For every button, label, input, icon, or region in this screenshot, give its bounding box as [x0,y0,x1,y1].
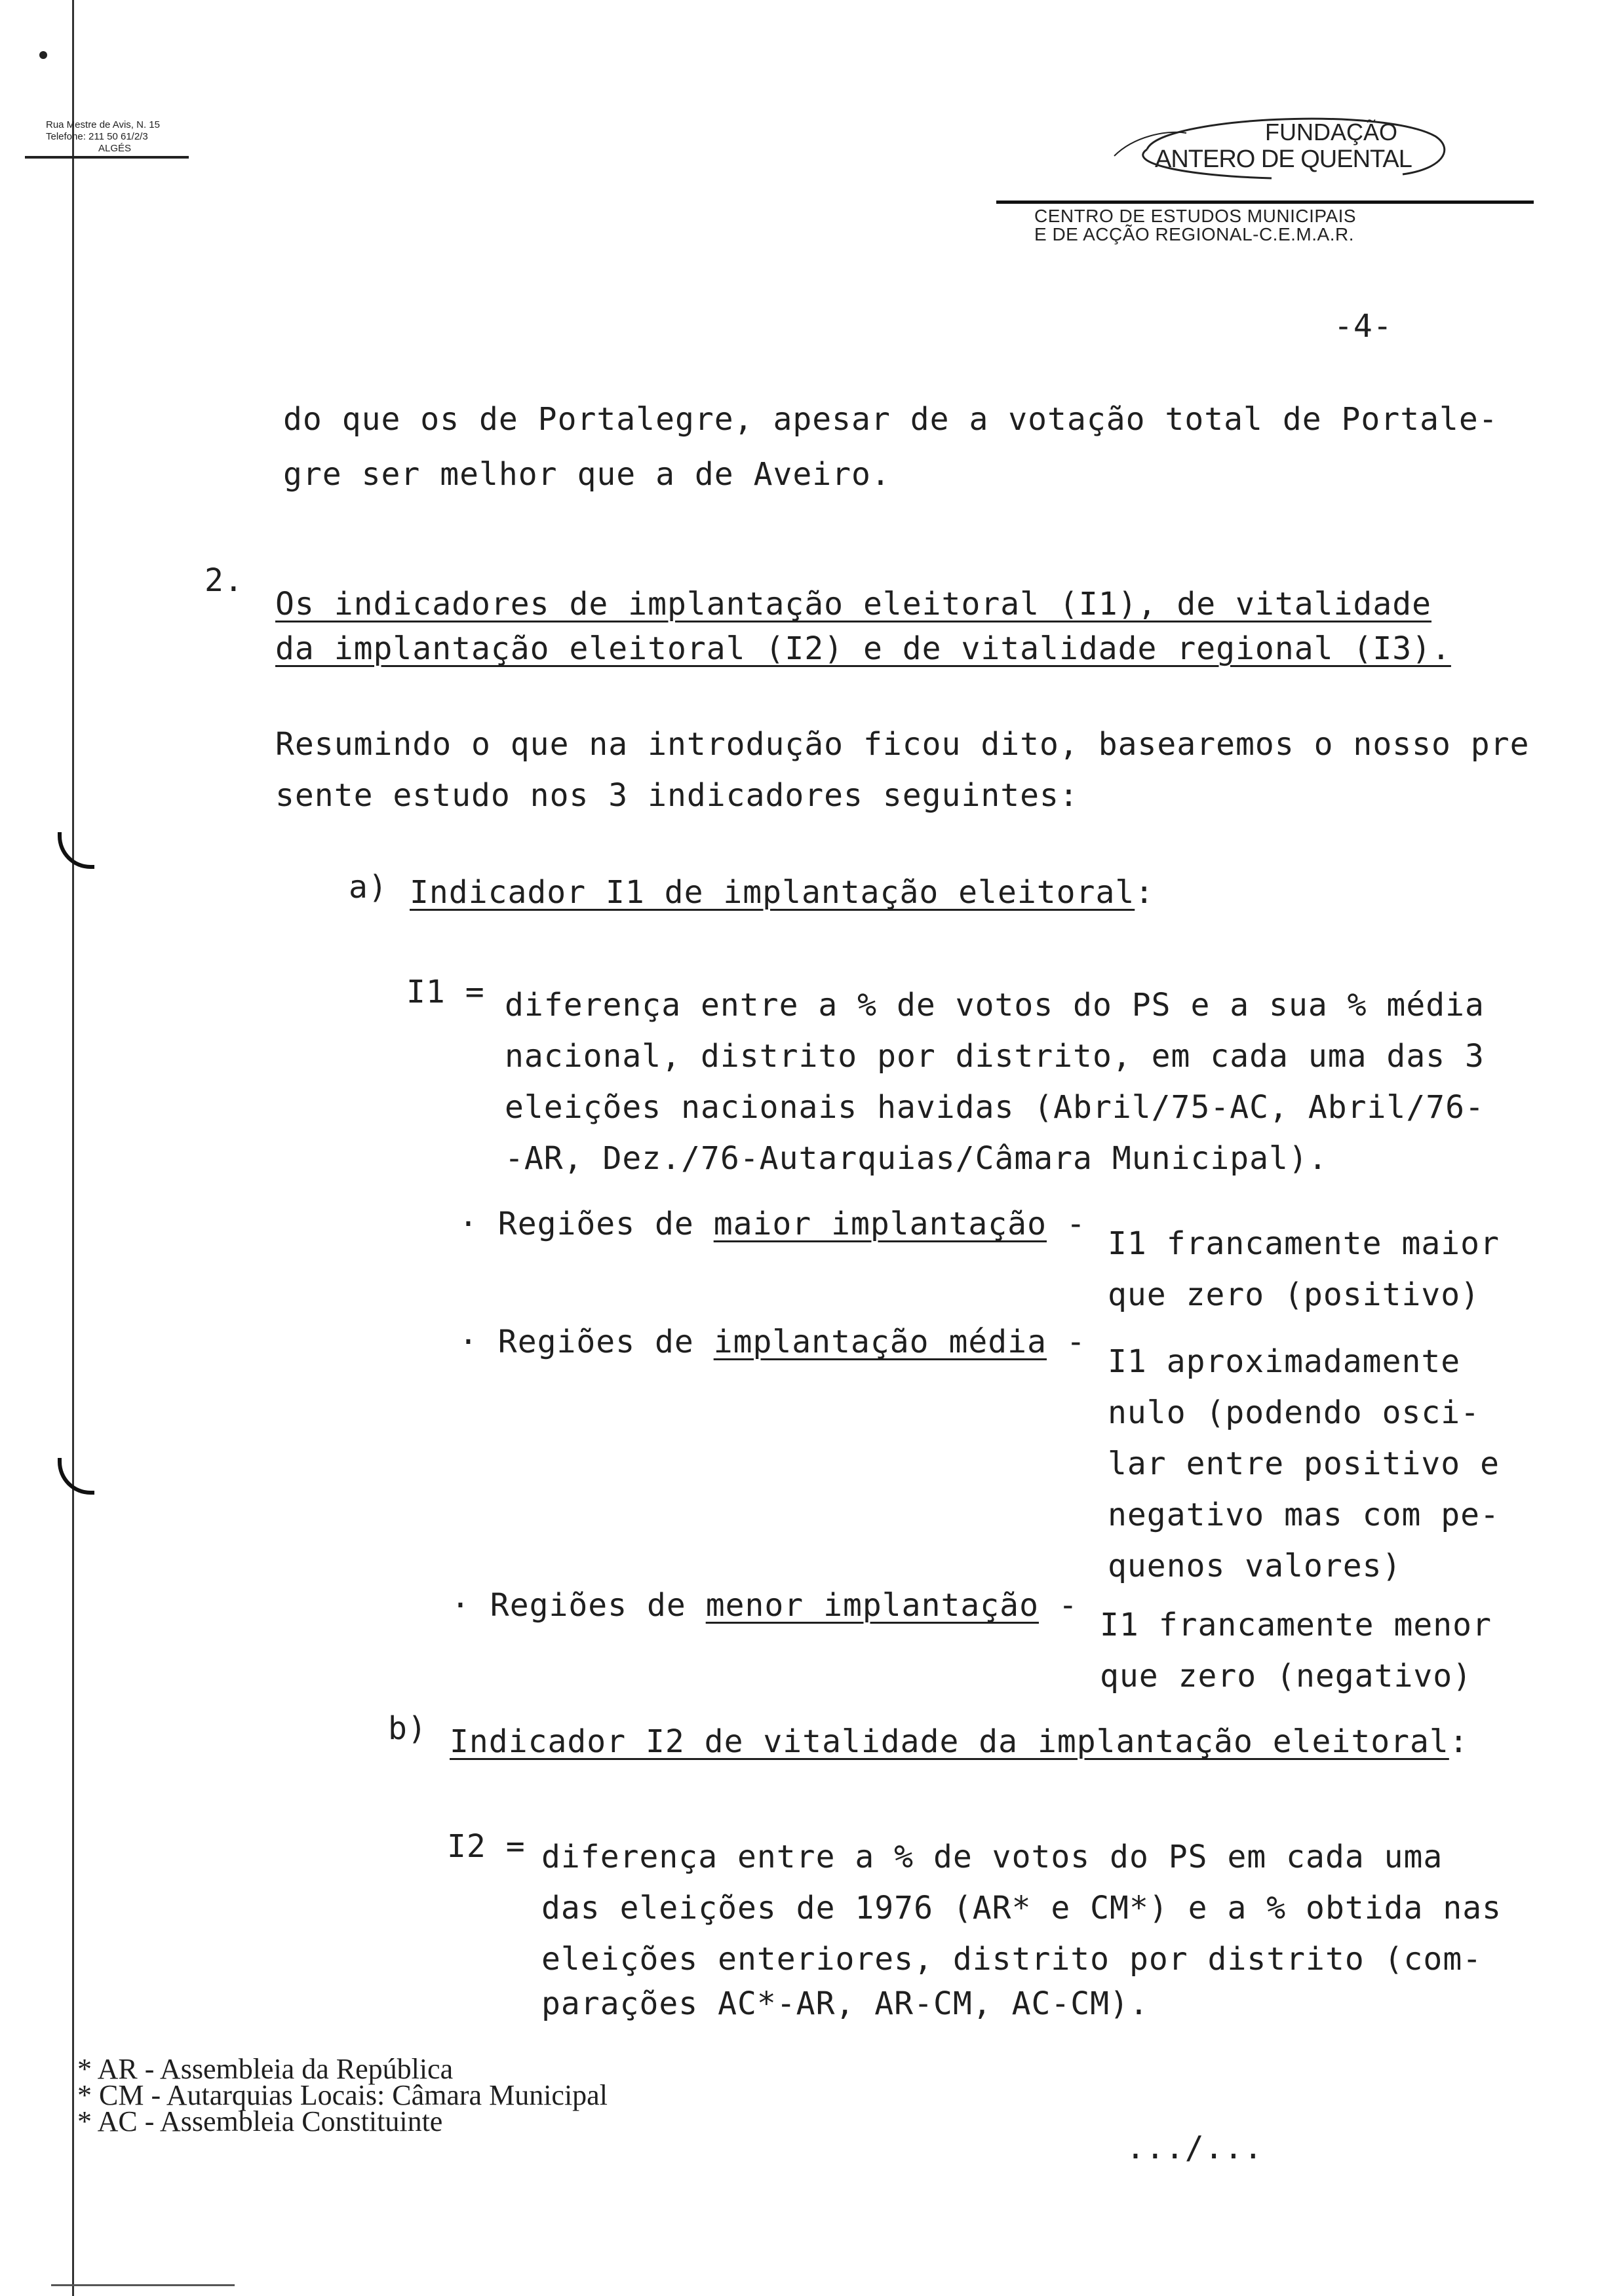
region-item-maior [459,1199,1086,1249]
indicator-a-colon: : [1135,874,1155,911]
section-body-line: sente estudo nos 3 indicadores seguintes: [275,777,1079,814]
continuation-mark: .../... [1126,2130,1264,2166]
address-line: Rua Mestre de Avis, N. 15 [46,119,160,130]
bottom-edge-line [51,2284,235,2286]
region-prefix: Regiões de [497,1206,694,1242]
region-desc-line: quenos valores) [1108,1548,1402,1584]
footnote: * AR - Assembleia da República [77,2053,454,2085]
indicator-b-equation: I2 = [447,1828,526,1865]
region-desc-line: lar entre positivo e [1108,1445,1500,1482]
indicator-a-definition-line: eleições nacionais havidas (Abril/75-AC, Abril/76- [505,1089,1485,1126]
logo-line-2: ANTERO DE QUENTAL [1155,145,1412,173]
indicator-b-definition-line: diferença entre a % de votos do PS em cada uma [541,1839,1443,1875]
indicator-a-title: Indicador I1 de implantação eleitoral [410,874,1135,911]
section-heading-line: Os indicadores de implantação eleitoral (I1), de vitalidade [275,586,1432,622]
region-term: implantação média [713,1324,1047,1360]
bullet: · [459,1206,498,1242]
indicator-a-definition-line: nacional, distrito por distrito, em cada uma das 3 [505,1038,1485,1075]
binding-margin-line [72,0,74,2296]
indicator-a-label: a) [349,869,388,906]
region-prefix: Regiões de [490,1587,686,1624]
bullet: · [459,1324,498,1360]
region-desc-line: I1 francamente menor [1100,1607,1492,1643]
region-item-media [459,1317,1086,1367]
address-block [46,119,160,155]
footnote: * CM - Autarquias Locais: Câmara Municipal [77,2079,608,2111]
bullet: · [451,1587,490,1624]
centre-line-1: CENTRO DE ESTUDOS MUNICIPAIS [1034,206,1357,226]
indicator-b-title: Indicador I2 de vitalidade da implantação eleitoral [450,1723,1449,1760]
region-prefix: Regiões de [497,1324,694,1360]
address-line: Telefone: 211 50 61/2/3 [46,131,148,142]
indicator-b-colon: : [1449,1723,1469,1760]
region-term: maior implantação [713,1206,1047,1242]
region-dash: - [1058,1587,1078,1624]
logo-line-1: FUNDAÇÃO [1265,119,1398,145]
region-desc-line: negativo mas com pe- [1108,1497,1500,1533]
section-body-line: Resumindo o que na introdução ficou dito, basearemos o nosso pre [275,726,1530,763]
region-desc-line: nulo (podendo osci- [1108,1394,1481,1431]
indicator-b-label: b) [388,1710,427,1747]
footnote-list [77,2053,608,2137]
section-number: 2. [204,562,244,599]
indicator-b-definition-line: parações AC*-AR, AR-CM, AC-CM). [541,1985,1149,2022]
indicator-b-definition-line: eleições enteriores, distrito por distrito (com- [541,1941,1483,1978]
punch-hole-mark [58,832,94,869]
section-heading-line: da implantação eleitoral (I2) e de vitalidade regional (I3). [275,630,1451,667]
intro-line: do que os de Portalegre, apesar de a votação total de Portale- [283,401,1498,438]
punch-hole-mark [58,1458,94,1495]
address-rule [25,156,189,159]
scan-speck [39,51,47,59]
indicator-b-definition-line: das eleições de 1976 (AR* e CM*) e a % obtida nas [541,1890,1502,1926]
region-desc-line: que zero (positivo) [1108,1276,1481,1313]
indicator-a-definition-line: diferença entre a % de votos do PS e a sua % média [505,987,1485,1024]
indicator-a-definition-line: -AR, Dez./76-Autarquias/Câmara Municipal). [505,1140,1328,1177]
intro-line: gre ser melhor que a de Aveiro. [283,456,891,493]
region-dash: - [1066,1324,1086,1360]
indicator-b-title-row [450,1717,1469,1767]
indicator-a-equation: I1 = [406,974,485,1010]
indicator-a-title-row [410,868,1154,917]
region-desc-line: que zero (negativo) [1100,1658,1473,1694]
footnote: * AC - Assembleia Constituinte [77,2105,443,2137]
region-desc-line: I1 aproximadamente [1108,1343,1461,1380]
header-rule [996,201,1534,204]
region-desc-line: I1 francamente maior [1108,1225,1500,1262]
page-number: -4- [1334,308,1393,345]
region-item-menor [451,1580,1078,1630]
address-line: ALGÉS [98,143,132,154]
centre-line-2: E DE ACÇÃO REGIONAL-C.E.M.A.R. [1034,224,1354,244]
region-dash: - [1066,1206,1086,1242]
region-term: menor implantação [705,1587,1039,1624]
